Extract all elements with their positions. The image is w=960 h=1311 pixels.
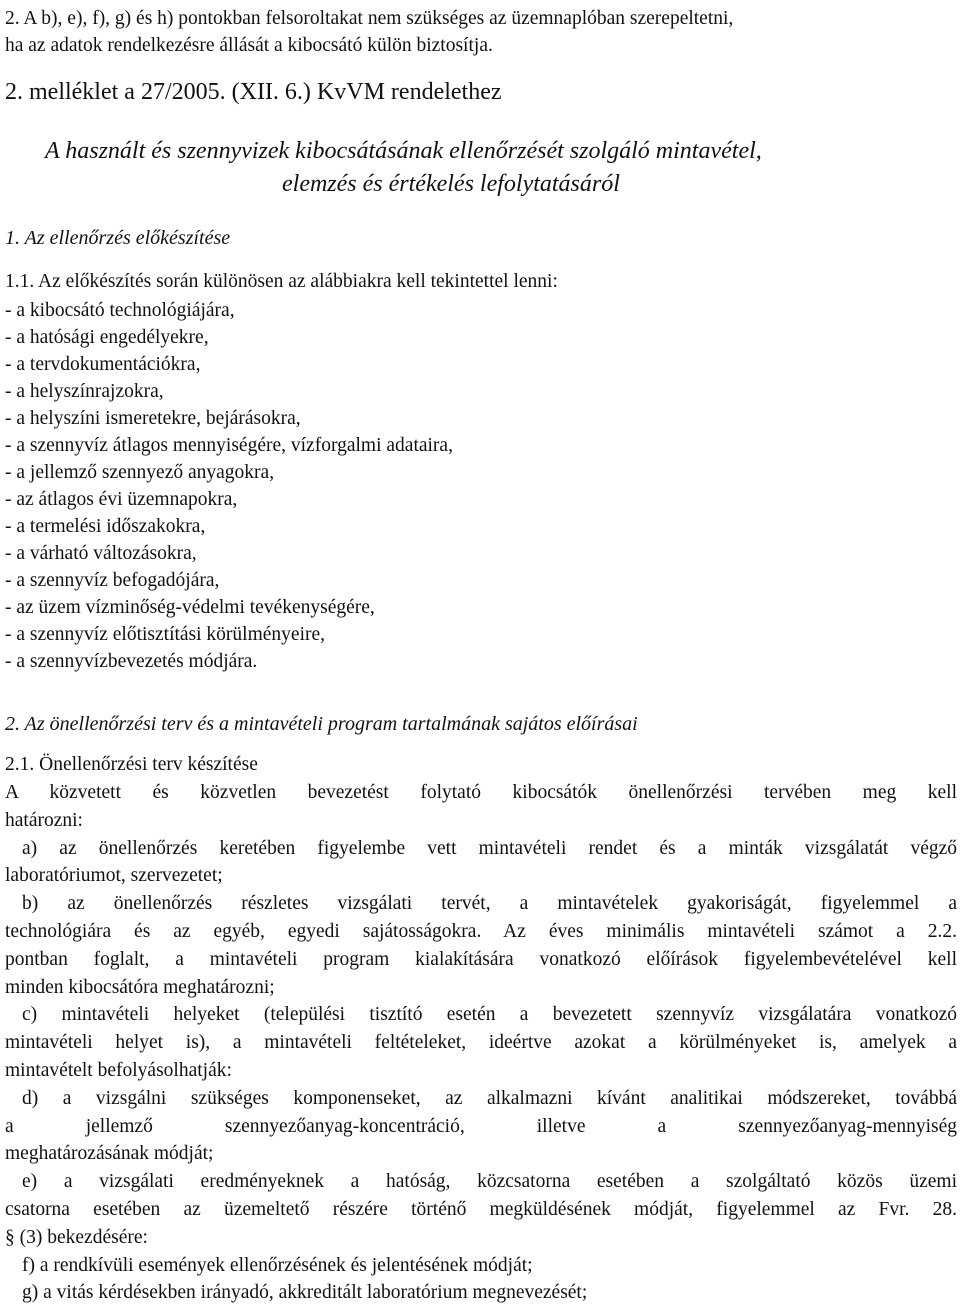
paragraph-line: e) a vizsgálati eredményeknek a hatóság, közcsatorna esetében a szolgáltató közös üzemi xyxy=(22,1171,957,1193)
list-item: - a kibocsátó technológiájára, xyxy=(5,300,235,321)
list-item: - az átlagos évi üzemnapokra, xyxy=(5,489,238,510)
list-item: - a termelési időszakokra, xyxy=(5,516,206,537)
list-item: - a helyszíni ismeretekre, bejárásokra, xyxy=(5,408,301,429)
list-item: - a helyszínrajzokra, xyxy=(5,381,164,402)
paragraph-line: meghatározásának módját; xyxy=(5,1143,214,1165)
paragraph-line: csatorna esetében az üzemeltető részére történő megküldésének módját, figyelemmel az Fvr. 28. xyxy=(5,1199,957,1220)
paragraph-line: A közvetett és közvetlen bevezetést folytató kibocsátók önellenőrzési tervében meg kell xyxy=(5,782,957,803)
paragraph-line: c) mintavételi helyeket (települési tisztító esetén a bevezetett szennyvíz vizsgálatára vonatkozó xyxy=(22,1004,957,1026)
list-item: - a szennyvíz befogadójára, xyxy=(5,570,220,591)
intro-line-1: 2. A b), e), f), g) és h) pontokban felsoroltakat nem szükséges az üzemnaplóban szerepeltetni, xyxy=(5,8,734,29)
paragraph-line: határozni: xyxy=(5,809,83,831)
list-item: - az üzem vízminőség-védelmi tevékenységére, xyxy=(5,597,375,618)
paragraph-line: § (3) bekezdésére: xyxy=(5,1226,148,1248)
section-1-1-intro: 1.1. Az előkészítés során különösen az alábbiakra kell tekintettel lenni: xyxy=(5,271,558,292)
paragraph-line: b) az önellenőrzés részletes vizsgálati tervét, a mintavételek gyakoriságát, figyelemmel a xyxy=(22,893,957,915)
list-item: - a várható változásokra, xyxy=(5,543,197,564)
list-item: - a szennyvízbevezetés módjára. xyxy=(5,651,258,672)
section-2-1-heading: 2.1. Önellenőrzési terv készítése xyxy=(5,754,258,775)
paragraph-line: d) a vizsgálni szükséges komponenseket, az alkalmazni kívánt analitikai módszereket, továbbá xyxy=(22,1087,957,1109)
list-item: - a szennyvíz átlagos mennyiségére, vízforgalmi adataira, xyxy=(5,435,453,456)
paragraph-line: pontban foglalt, a mintavételi program kialakítására vonatkozó előírások figyelembevételével kell xyxy=(5,948,957,970)
list-item: - a szennyvíz előtisztítási körülményeire, xyxy=(5,624,326,645)
list-item: - a hatósági engedélyekre, xyxy=(5,327,209,348)
paragraph-line: g) a vitás kérdésekben irányadó, akkreditált laboratórium megnevezését; xyxy=(22,1282,588,1304)
paragraph-line: mintavételi helyet is), a mintavételi feltételeket, ideértve azokat a körülményeket is, amelyek a xyxy=(5,1032,957,1054)
paragraph-line: technológiára és az egyéb, egyedi sajátosságokra. Az éves minimális mintavételi számot a 2.2. xyxy=(5,921,957,942)
paragraph-line: f) a rendkívüli események ellenőrzésének és jelentésének módját; xyxy=(22,1254,533,1276)
paragraph-line: minden kibocsátóra meghatározni; xyxy=(5,976,275,998)
section-1-heading: 1. Az ellenőrzés előkészítése xyxy=(5,227,231,249)
intro-line-2: ha az adatok rendelkezésre állását a kibocsátó külön biztosítja. xyxy=(5,35,493,56)
paragraph-line: laboratóriumot, szervezetet; xyxy=(5,865,223,887)
paragraph-line: a) az önellenőrzés keretében figyelembe vett mintavételi rendet és a minták vizsgálatát végző xyxy=(22,837,957,859)
section-2-heading: 2. Az önellenőrzési terv és a mintavételi program tartalmának sajátos előírásai xyxy=(5,713,638,735)
paragraph-line: mintavételt befolyásolhatják: xyxy=(5,1060,232,1081)
document-title-line-2: elemzés és értékelés lefolytatásáról xyxy=(282,171,620,197)
list-item: - a tervdokumentációkra, xyxy=(5,354,201,375)
list-item: - a jellemző szennyező anyagokra, xyxy=(5,462,275,483)
paragraph-line: a jellemző szennyezőanyag-koncentráció, illetve a szennyezőanyag-mennyiség xyxy=(5,1115,957,1137)
annex-reference: 2. melléklet a 27/2005. (XII. 6.) KvVM rendelethez xyxy=(5,79,502,105)
document-title-line-1: A használt és szennyvizek kibocsátásának ellenőrzését szolgáló mintavétel, xyxy=(45,138,762,164)
